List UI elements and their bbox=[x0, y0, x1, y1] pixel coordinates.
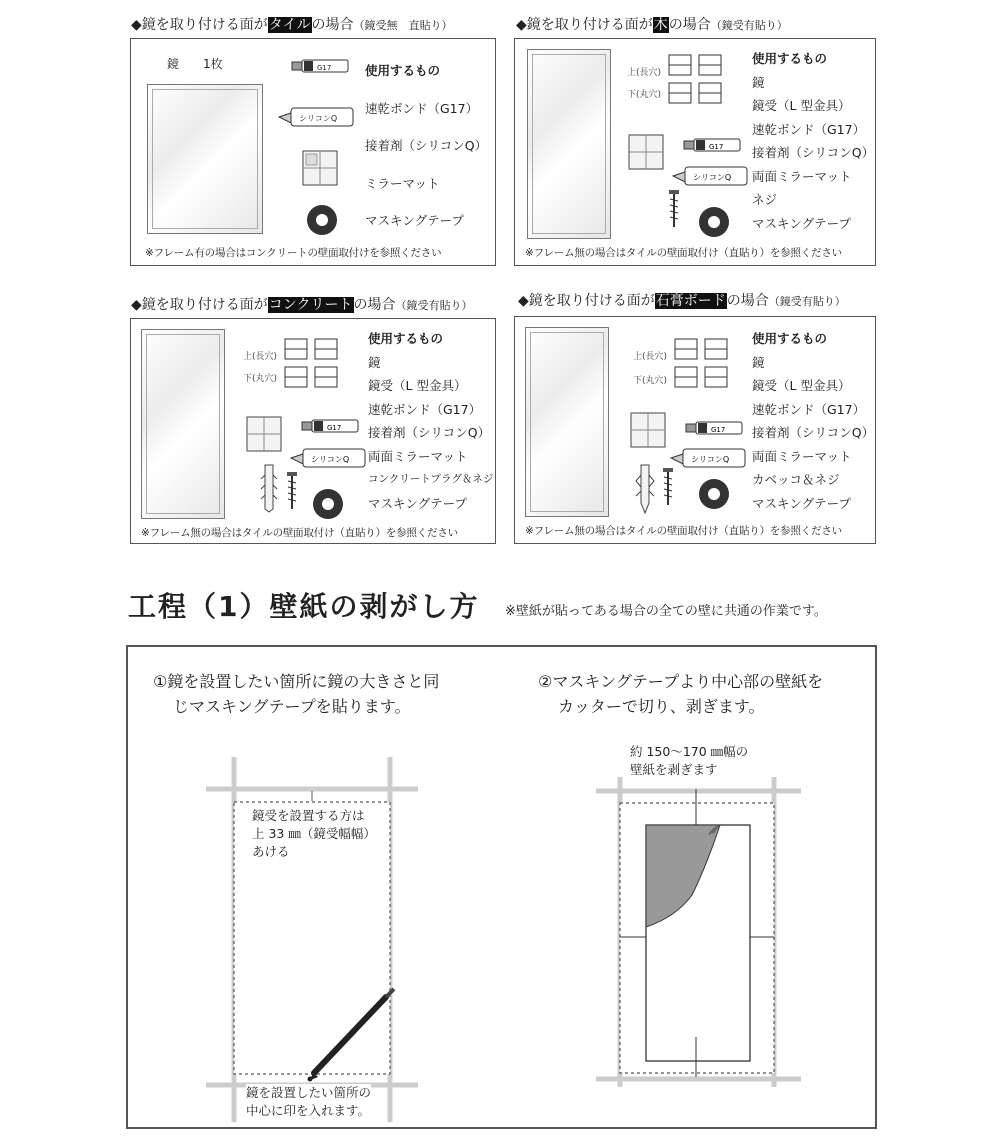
wall-anchor-icon bbox=[633, 463, 657, 515]
section-gypsum-title bbox=[518, 290, 846, 310]
panel-note: ※フレーム有の場合はコンクリートの壁面取付けを参照ください bbox=[145, 247, 442, 259]
title-highlight: タイル bbox=[268, 17, 311, 33]
note-line: 鏡を設置したい箇所の bbox=[246, 1085, 372, 1100]
svg-text:G17: G17 bbox=[327, 424, 342, 432]
step-1-line-2: じマスキングテープを貼ります。 bbox=[173, 697, 411, 716]
list-item: 速乾ボンド（G17） bbox=[368, 401, 482, 417]
list-item: 接着剤（シリコンQ） bbox=[368, 425, 491, 440]
svg-text:G17: G17 bbox=[709, 143, 724, 151]
l-bracket-icon bbox=[673, 337, 735, 393]
items-list bbox=[752, 327, 874, 515]
step-2-text bbox=[538, 669, 823, 719]
lower-bracket-label: 下(丸穴) bbox=[633, 376, 668, 386]
upper-bracket-label: 上(長穴) bbox=[633, 352, 668, 362]
list-item: マスキングテープ bbox=[752, 215, 852, 231]
title-highlight: コンクリート bbox=[268, 297, 353, 313]
silicone-tube-icon bbox=[669, 445, 749, 469]
svg-text:G17: G17 bbox=[711, 426, 726, 434]
title-sub: （鏡受有貼り） bbox=[395, 299, 473, 312]
svg-text:G17: G17 bbox=[317, 64, 332, 72]
list-item: 接着剤（シリコンQ） bbox=[752, 145, 875, 160]
list-item: マスキングテープ bbox=[368, 495, 468, 511]
list-item: 速乾ボンド（G17） bbox=[365, 100, 479, 116]
list-item: 両面ミラーマット bbox=[752, 168, 852, 184]
mirror-mat-icon bbox=[245, 415, 285, 455]
title-sub: （鏡受有貼り） bbox=[768, 295, 846, 308]
items-header: 使用するもの bbox=[365, 63, 441, 78]
step-1-top-note bbox=[252, 807, 376, 861]
step-2-line-2: カッターで切り、剥ぎます。 bbox=[558, 697, 765, 716]
upper-bracket-label: 上(長穴) bbox=[243, 352, 278, 362]
step-1-text bbox=[153, 669, 439, 719]
title-highlight: 石膏ボード bbox=[655, 293, 726, 309]
items-list bbox=[365, 59, 487, 233]
mirror-illustration bbox=[147, 84, 263, 234]
list-item: 鏡 bbox=[368, 354, 381, 370]
list-item: ネジ bbox=[752, 192, 778, 207]
lower-bracket-label: 下(丸穴) bbox=[243, 374, 278, 384]
list-item: 鏡受（L 型金具） bbox=[752, 378, 851, 393]
masking-tape-icon bbox=[697, 477, 731, 511]
title-highlight: 木 bbox=[653, 17, 668, 33]
list-item: マスキングテープ bbox=[365, 213, 465, 228]
process-title: 工程（1）壁紙の剥がし方 bbox=[128, 590, 480, 623]
items-header: 使用するもの bbox=[752, 331, 828, 346]
list-item: 鏡 bbox=[752, 74, 765, 90]
mirror-illustration bbox=[527, 49, 611, 239]
g17-tube-icon bbox=[683, 136, 745, 156]
title-sub: （鏡受無 直貼り） bbox=[353, 19, 453, 32]
title-suffix: の場合 bbox=[726, 293, 769, 309]
note-line: あける bbox=[252, 844, 290, 859]
screw-icon bbox=[661, 467, 675, 507]
list-item: カベッコ＆ネジ bbox=[752, 472, 840, 487]
silicone-tube-icon bbox=[671, 163, 751, 187]
masking-tape-icon bbox=[311, 487, 345, 521]
step-1-line-1: ①鏡を設置したい箇所に鏡の大きさと同 bbox=[153, 672, 440, 691]
concrete-plug-icon bbox=[259, 463, 279, 513]
title-prefix: ◆鏡を取り付ける面が bbox=[518, 293, 655, 309]
list-item: 鏡受（L 型金具） bbox=[752, 98, 851, 113]
list-item: 速乾ボンド（G17） bbox=[752, 401, 866, 417]
l-bracket-icon bbox=[667, 53, 729, 109]
screw-icon bbox=[667, 189, 681, 229]
g17-tube-icon bbox=[291, 57, 353, 77]
g17-tube-icon bbox=[685, 419, 747, 439]
list-item: 速乾ボンド（G17） bbox=[752, 121, 866, 137]
step-2-diagram bbox=[596, 777, 806, 1097]
list-item: 接着剤（シリコンQ） bbox=[752, 425, 875, 440]
svg-text:シリコンQ: シリコンQ bbox=[693, 173, 732, 182]
list-item: 両面ミラーマット bbox=[368, 448, 468, 464]
panel-wood bbox=[514, 38, 876, 266]
title-suffix: の場合 bbox=[311, 17, 354, 33]
mirror-mat-icon bbox=[301, 149, 341, 189]
items-header: 使用するもの bbox=[368, 331, 444, 346]
silicone-tube-icon bbox=[277, 103, 357, 129]
section-wood-title bbox=[516, 14, 788, 34]
masking-tape-icon bbox=[305, 203, 339, 237]
mirror-illustration bbox=[141, 329, 225, 519]
mirror-mat-icon bbox=[629, 411, 669, 451]
mirror-mat-icon bbox=[627, 133, 667, 173]
g17-tube-icon bbox=[301, 417, 363, 437]
panel-gypsum bbox=[514, 316, 876, 544]
upper-bracket-label: 上(長穴) bbox=[627, 68, 662, 78]
svg-text:シリコンQ: シリコンQ bbox=[691, 455, 730, 464]
panel-note: ※フレーム無の場合はタイルの壁面取付け（直貼り）を参照ください bbox=[141, 527, 458, 539]
note-line: 上 33 ㎜（鏡受幅幅） bbox=[252, 826, 376, 841]
title-prefix: ◆鏡を取り付ける面が bbox=[516, 17, 653, 33]
panel-tile bbox=[130, 38, 496, 266]
masking-tape-icon bbox=[697, 205, 731, 239]
panel-concrete bbox=[130, 318, 496, 544]
note-line: 鏡受を設置する方は bbox=[252, 808, 365, 823]
list-item: 鏡受（L 型金具） bbox=[368, 378, 467, 393]
title-prefix: ◆鏡を取り付ける面が bbox=[131, 297, 268, 313]
svg-text:シリコンQ: シリコンQ bbox=[299, 114, 338, 123]
items-list bbox=[368, 327, 493, 515]
section-concrete-title bbox=[131, 294, 473, 314]
lower-bracket-label: 下(丸穴) bbox=[627, 90, 662, 100]
section-tile-title bbox=[131, 14, 453, 34]
panel-note: ※フレーム無の場合はタイルの壁面取付け（直貼り）を参照ください bbox=[525, 525, 842, 537]
mirror-count-label: 鏡 1枚 bbox=[167, 57, 223, 71]
svg-text:シリコンQ: シリコンQ bbox=[311, 455, 350, 464]
items-list bbox=[752, 47, 874, 235]
panel-note: ※フレーム無の場合はタイルの壁面取付け（直貼り）を参照ください bbox=[525, 247, 842, 259]
title-prefix: ◆鏡を取り付ける面が bbox=[131, 17, 268, 33]
step-2-top-note bbox=[630, 743, 748, 779]
title-suffix: の場合 bbox=[668, 17, 711, 33]
list-item: マスキングテープ bbox=[752, 495, 852, 511]
title-sub: （鏡受有貼り） bbox=[710, 19, 788, 32]
list-item: 接着剤（シリコンQ） bbox=[365, 138, 488, 153]
screw-icon bbox=[285, 471, 299, 511]
process-note: ※壁紙が貼ってある場合の全ての壁に共通の作業です。 bbox=[505, 604, 827, 619]
note-line: 約 150〜170 ㎜幅の bbox=[630, 744, 749, 759]
l-bracket-icon bbox=[283, 337, 345, 393]
process-panel bbox=[126, 645, 877, 1129]
title-suffix: の場合 bbox=[353, 297, 396, 313]
silicone-tube-icon bbox=[289, 445, 369, 469]
list-item: 鏡 bbox=[752, 354, 765, 370]
step-2-line-1: ②マスキングテープより中心部の壁紙を bbox=[538, 672, 824, 691]
list-item: ミラーマット bbox=[365, 175, 440, 191]
step-1-bottom-note bbox=[246, 1084, 371, 1120]
note-line: 壁紙を剥ぎます bbox=[630, 762, 718, 777]
items-header: 使用するもの bbox=[752, 51, 828, 66]
list-item: コンクリートプラグ＆ネジ bbox=[368, 473, 494, 485]
note-line: 中心に印を入れます。 bbox=[246, 1103, 371, 1118]
mirror-illustration bbox=[525, 327, 609, 517]
list-item: 両面ミラーマット bbox=[752, 448, 852, 464]
